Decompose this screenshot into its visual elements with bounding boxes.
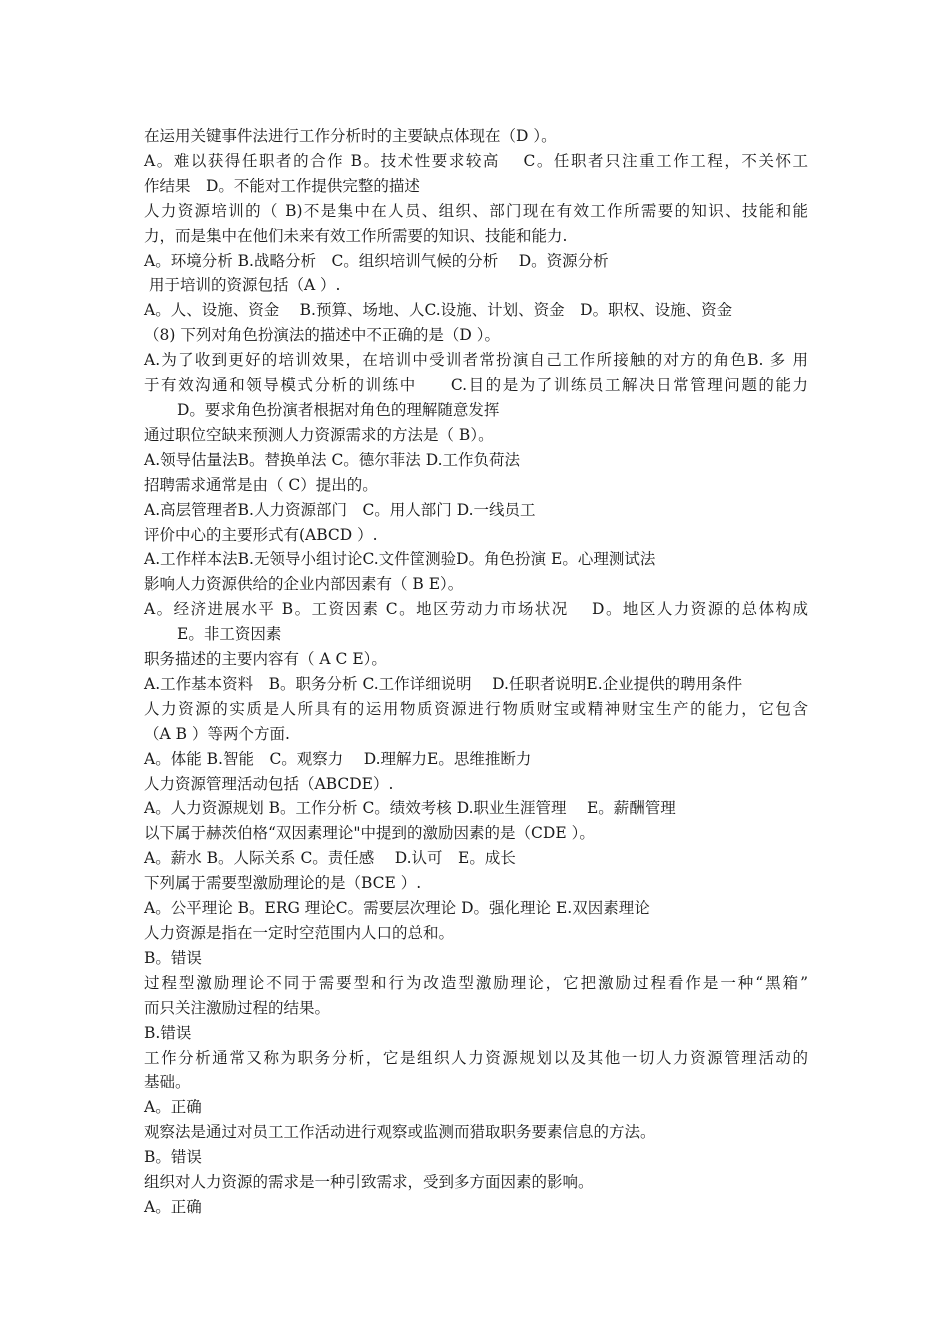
question-line: 影响人力资源供给的企业内部因素有（ B E）。 — [144, 575, 464, 594]
answer-line: B。错误 — [144, 948, 202, 967]
options-line: A.工作样本法B.无领导小组讨论C.文件筐测验D。角色扮演 E。心理测试法 — [144, 550, 656, 569]
statement-line: 过程型激励理论不同于需要型和行为改造型激励理论，它把激励过程看作是一种“黑箱” — [144, 973, 808, 992]
answer-line: B。错误 — [144, 1148, 202, 1167]
answer-line: A。正确 — [144, 1098, 202, 1117]
options-line: 于有效沟通和领导模式分析的训练中 C.目的是为了训练员工解决日常管理问题的能力 — [144, 376, 808, 395]
question-line: 职务描述的主要内容有（ A C E）。 — [144, 650, 387, 669]
question-line: 力，而是集中在他们未来有效工作所需要的知识、技能和能力. — [144, 226, 568, 245]
answer-line: B.错误 — [144, 1023, 192, 1042]
options-line: A.为了收到更好的培训效果，在培训中受训者常扮演自己工作所接触的对方的角色B. 多 用 — [144, 351, 808, 370]
question-line: 评价中心的主要形式有(ABCD ）. — [144, 525, 378, 544]
question-line: 招聘需求通常是由（ C）提出的。 — [144, 475, 378, 494]
statement-line: 组织对人力资源的需求是一种引致需求，受到多方面因素的影响。 — [144, 1173, 594, 1192]
document-body — [144, 124, 808, 1220]
options-line: A。薪水 B。人际关系 C。责任感 D.认可 E。成长 — [144, 849, 516, 868]
options-line: E。非工资因素 — [177, 625, 282, 644]
statement-line: 工作分析通常又称为职务分析，它是组织人力资源规划以及其他一切人力资源管理活动的 — [144, 1048, 808, 1067]
options-line: A。公平理论 B。ERG 理论C。需要层次理论 D。强化理论 E.双因素理论 — [144, 899, 650, 918]
question-line: 下列属于需要型激励理论的是（BCE ）. — [144, 874, 422, 893]
answer-line: A。正确 — [144, 1197, 202, 1216]
question-line: 用于培训的资源包括（A ）. — [144, 276, 341, 295]
statement-line: 基础。 — [144, 1073, 191, 1092]
question-line: 人力资源管理活动包括（ABCDE）. — [144, 774, 394, 793]
options-line: 作结果 D。不能对工作提供完整的描述 — [144, 176, 420, 195]
options-line: A。难以获得任职者的合作 B。技术性要求较高 C。任职者只注重工作工程，不关怀工 — [144, 151, 808, 170]
statement-line: 观察法是通过对员工工作活动进行观察或监测而猎取职务要素信息的方法。 — [144, 1123, 656, 1142]
options-line: D。要求角色扮演者根据对角色的理解随意发挥 — [177, 400, 500, 419]
options-line: A。环境分析 B.战略分析 C。组织培训气候的分析 D。资源分析 — [144, 251, 609, 270]
question-line: （A B ）等两个方面. — [144, 724, 290, 743]
options-line: A。经济进展水平 B。工资因素 C。地区劳动力市场状况 D。地区人力资源的总体构成 — [144, 600, 808, 619]
statement-line: 人力资源是指在一定时空范围内人口的总和。 — [144, 924, 455, 942]
question-line: 以下属于赫茨伯格“双因素理论"中提到的激励因素的是（CDE ）。 — [144, 824, 595, 843]
statement-line: 而只关注激励过程的结果。 — [144, 998, 331, 1017]
question-line: 在运用关键事件法进行工作分析时的主要缺点体现在（D ）。 — [144, 127, 557, 145]
options-line: A。体能 B.智能 C。观察力 D.理解力E。思维推断力 — [144, 749, 532, 768]
question-line: 人力资源的实质是人所具有的运用物质资源进行物质财宝或精神财宝生产的能力，它包含 — [144, 699, 808, 718]
question-line: 通过职位空缺来预测人力资源需求的方法是（ B）。 — [144, 425, 494, 444]
options-line: A。人、设施、资金 B.预算、场地、人C.设施、计划、资金 D。职权、设施、资金 — [144, 301, 733, 320]
options-line: A.工作基本资料 B。职务分析 C.工作详细说明 D.任职者说明E.企业提供的聘用条件 — [144, 674, 743, 693]
question-line: 人力资源培训的（ B)不是集中在人员、组织、部门现在有效工作所需要的知识、技能和能 — [144, 201, 808, 220]
options-line: A。人力资源规划 B。工作分析 C。绩效考核 D.职业生涯管理 E。薪酬管理 — [144, 799, 676, 818]
options-line: A.高层管理者B.人力资源部门 C。用人部门 D.一线员工 — [144, 500, 536, 519]
question-line: （8) 下列对角色扮演法的描述中不正确的是（D ）。 — [144, 326, 500, 345]
options-line: A.领导估量法B。替换单法 C。德尔菲法 D.工作负荷法 — [144, 450, 521, 469]
